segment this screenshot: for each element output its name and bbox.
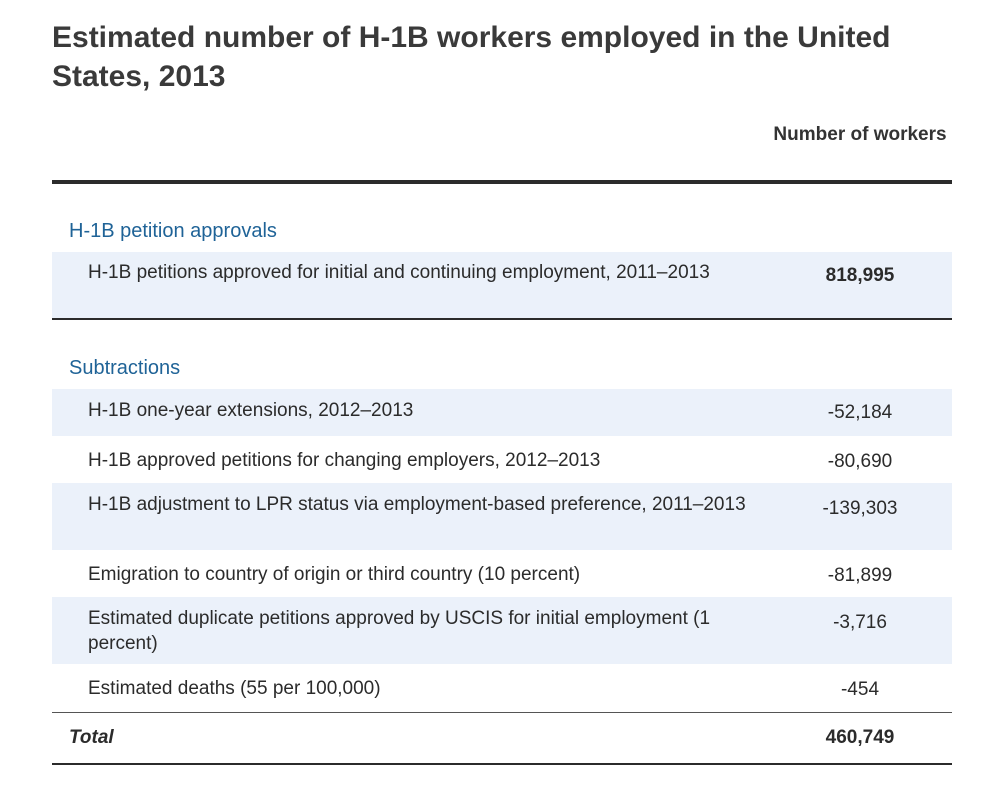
row-value: -3,716 [833, 612, 887, 633]
column-header-number-of-workers: Number of workers [773, 124, 947, 145]
row-label: H-1B approved petitions for changing employers, 2012–2013 [88, 450, 601, 471]
section-label-petition-approvals: H-1B petition approvals [69, 220, 277, 242]
total-value: 460,749 [825, 727, 895, 748]
total-row [52, 713, 952, 763]
table-title: Estimated number of H-1B workers employed in the United States, 2013 [52, 21, 891, 93]
section-label-subtractions: Subtractions [69, 357, 181, 379]
table-row [52, 436, 952, 483]
table-bottom-rule [52, 763, 952, 765]
row-value: -52,184 [827, 402, 893, 423]
row-value: -80,690 [827, 451, 893, 472]
total-label: Total [69, 727, 114, 748]
row-value: 818,995 [825, 265, 895, 286]
section-divider [52, 318, 952, 320]
row-label: Emigration to country of origin or third country (10 percent) [88, 564, 581, 585]
table-row [52, 252, 952, 318]
row-value: -81,899 [827, 565, 893, 586]
row-label: H-1B one-year extensions, 2012–2013 [88, 400, 414, 421]
table-row [52, 483, 952, 550]
row-label: Estimated duplicate petitions approved by USCIS for initial employment (1 percent) [88, 608, 711, 654]
row-label: Estimated deaths (55 per 100,000) [88, 678, 381, 699]
row-label: H-1B petitions approved for initial and continuing employment, 2011–2013 [88, 262, 710, 283]
table-row [52, 664, 952, 712]
table-row [52, 389, 952, 436]
row-value: -454 [840, 679, 880, 700]
header-rule [52, 180, 952, 184]
row-label: H-1B adjustment to LPR status via employment-based preference, 2011–2013 [88, 494, 746, 515]
row-value: -139,303 [822, 498, 898, 519]
table-row [52, 597, 952, 664]
table-row [52, 550, 952, 597]
